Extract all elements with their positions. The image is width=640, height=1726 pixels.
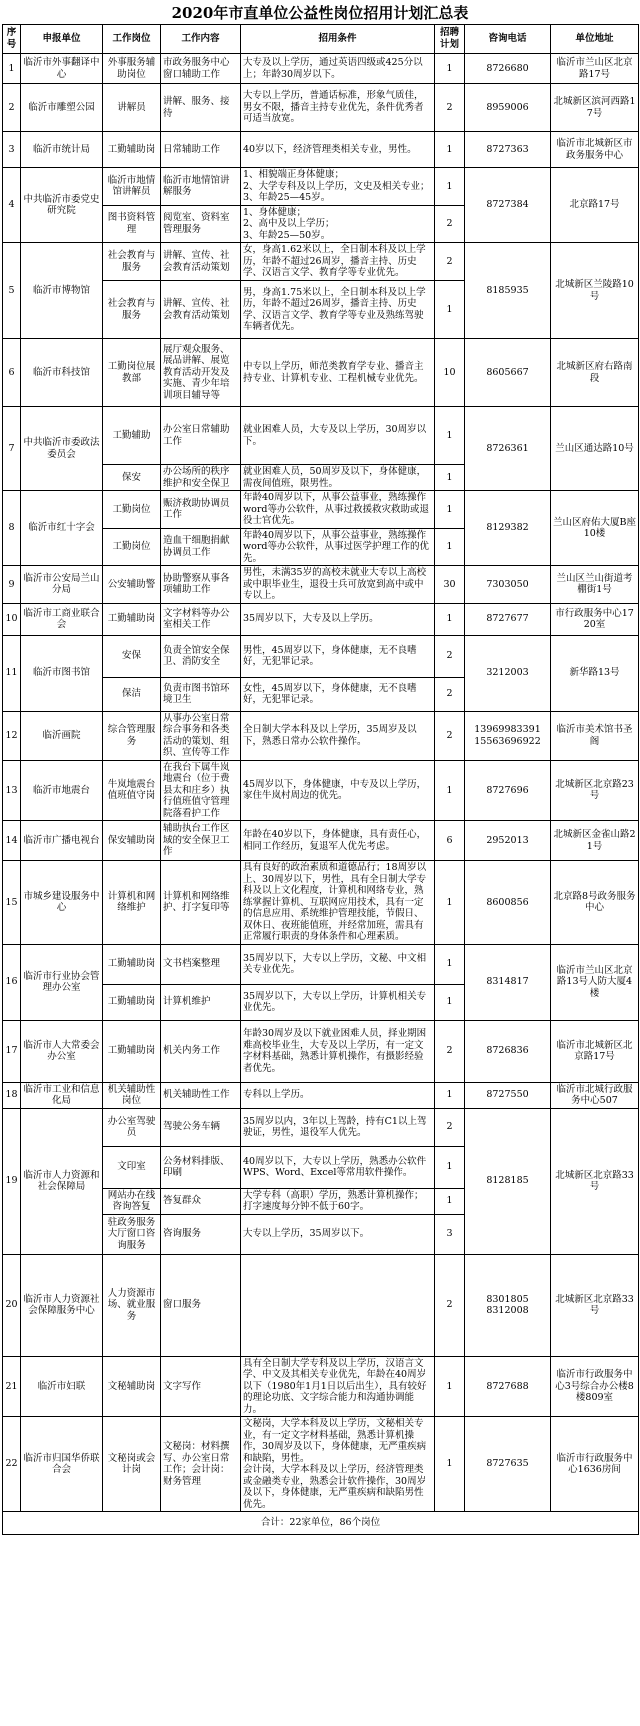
job-conditions: 女，身高1.62米以上，全日制本科及以上学历，年龄不超过26周岁，播音主持、历史学、汉语言文学、教育学等专业优先。: [241, 243, 435, 281]
total-row: [3, 1512, 639, 1535]
job-conditions: 大专及以上学历，通过英语四级或425分以上；年龄30周岁以下。: [241, 54, 435, 84]
job-post: 保安: [103, 465, 161, 491]
unit-name: 临沂市工业和信息化局: [21, 1082, 103, 1108]
hiring-plan: 1: [435, 281, 465, 339]
job-post: 安保: [103, 635, 161, 677]
job-post: 工勤辅助岗: [103, 984, 161, 1020]
job-content: 办公室日常辅助工作: [161, 407, 241, 465]
contact-phone: 8727677: [465, 603, 551, 635]
header-conditions: 招用条件: [241, 25, 435, 54]
header-plan: 招聘计划: [435, 25, 465, 54]
hiring-plan: 1: [435, 1188, 465, 1214]
unit-address: 北城新区滨河西路17号: [551, 84, 639, 132]
hiring-plan: 1: [435, 54, 465, 84]
row-number: 22: [3, 1417, 21, 1512]
job-conditions: 40岁以下，经济管理类相关专业，男性。: [241, 132, 435, 168]
table-row: [3, 1082, 639, 1108]
job-content: 窗口服务: [161, 1254, 241, 1356]
table-row: [3, 1254, 639, 1356]
job-post: 文秘岗或会计岗: [103, 1417, 161, 1512]
table-row: [3, 84, 639, 132]
row-number: 21: [3, 1356, 21, 1417]
unit-name: 临沂市红十字会: [21, 491, 103, 566]
contact-phone: 8727550: [465, 1082, 551, 1108]
job-content: 负责全馆安全保卫、消防安全: [161, 635, 241, 677]
table-body: [3, 54, 639, 1512]
job-content: 辅助执台工作区域的安全保卫工作: [161, 821, 241, 861]
job-conditions: 1、身体健康； 2、高中及以上学历； 3、年龄25—50岁。: [241, 205, 435, 243]
job-content: 赈济救助协调员工作: [161, 491, 241, 529]
hiring-plan: 1: [435, 1082, 465, 1108]
job-conditions: 年龄在40岁以下，身体健康，具有责任心，相同工作经历，复退军人优先考虑。: [241, 821, 435, 861]
table-row: [3, 711, 639, 760]
contact-phone: 8301805 8312008: [465, 1254, 551, 1356]
header-row: [3, 25, 639, 54]
job-post: 公安辅助警: [103, 566, 161, 604]
job-post: 工勤辅助岗: [103, 603, 161, 635]
contact-phone: 8185935: [465, 243, 551, 339]
hiring-plan: 1: [435, 944, 465, 984]
hiring-plan: 2: [435, 205, 465, 243]
hiring-plan: 2: [435, 1020, 465, 1082]
unit-address: 临沂市行政服务中心3号综合办公楼8楼809室: [551, 1356, 639, 1417]
job-content: 造血干细胞捐献协调员工作: [161, 528, 241, 566]
unit-name: 临沂市人力资源社会保障服务中心: [21, 1254, 103, 1356]
job-post: 网站办在线咨询答复: [103, 1188, 161, 1214]
job-content: 讲解、宣传、社会教育活动策划: [161, 243, 241, 281]
row-number: 15: [3, 861, 21, 945]
job-post: 保安辅助岗: [103, 821, 161, 861]
unit-address: 临沂市北城行政服务中心507: [551, 1082, 639, 1108]
recruitment-table: [2, 24, 639, 1535]
job-content: 文秘岗：材料撰写、办公室日常工作；会计岗：财务管理: [161, 1417, 241, 1512]
table-row: [3, 243, 639, 281]
hiring-plan: 1: [435, 1146, 465, 1188]
job-content: 办公场所的秩序维护和安全保卫: [161, 465, 241, 491]
unit-address: 北京路8号政务服务中心: [551, 861, 639, 945]
table-row: [3, 132, 639, 168]
job-conditions: 中专以上学历，师范类教育学专业、播音主持专业、计算机专业、工程机械专业优先。: [241, 339, 435, 407]
contact-phone: 13969983391 15563696922: [465, 711, 551, 760]
unit-name: 临沂市公安局兰山分局: [21, 566, 103, 604]
table-row: [3, 944, 639, 984]
unit-name: 中共临沂市委政法委员会: [21, 407, 103, 491]
job-conditions: 专科以上学历。: [241, 1082, 435, 1108]
job-post: 工勤辅助岗: [103, 132, 161, 168]
table-row: [3, 1356, 639, 1417]
table-row: [3, 821, 639, 861]
hiring-plan: 2: [435, 84, 465, 132]
unit-name: 临沂市归国华侨联合会: [21, 1417, 103, 1512]
unit-address: 兰山区府佑大厦B座10楼: [551, 491, 639, 566]
row-number: 12: [3, 711, 21, 760]
table-row: [3, 491, 639, 529]
unit-address: 临沂市兰山区北京路13号人防大厦4楼: [551, 944, 639, 1020]
contact-phone: 2952013: [465, 821, 551, 861]
table-row: [3, 760, 639, 821]
table-row: [3, 566, 639, 604]
job-conditions: 35周岁以下，大专以上学历，文秘、中文相关专业优先。: [241, 944, 435, 984]
hiring-plan: 2: [435, 243, 465, 281]
job-conditions: 年龄40周岁以下，从事公益事业，熟练操作word等办公软件，从事过医学护理工作的优先。: [241, 528, 435, 566]
job-conditions: 就业困难人员，50周岁及以下，身体健康，需夜间值班，限男性。: [241, 465, 435, 491]
job-conditions: 就业困难人员，大专及以上学历，30周岁以下。: [241, 407, 435, 465]
hiring-plan: 6: [435, 821, 465, 861]
job-conditions: 男性，45周岁以下，身体健康，无不良嗜好，无犯罪记录。: [241, 635, 435, 677]
job-conditions: 40周岁以下，大专以上学历，熟悉办公软件WPS、Word、Excel等常用软件操作。: [241, 1146, 435, 1188]
table-row: [3, 168, 639, 206]
hiring-plan: 1: [435, 1417, 465, 1512]
unit-name: 临沂市科技馆: [21, 339, 103, 407]
job-conditions: 具有良好的政治素质和道德品行；18周岁以上、30周岁以下，男性，具有全日制大学专科及以上文化程度，计算机和网络专业，熟练掌握计算机、互联网应用技术，具有一定的信息应用、系统维护管理技能，节假日、双休日、夜班能值班，并经常加班，需具有正常履行职责的身体条件和心理素质。: [241, 861, 435, 945]
contact-phone: 3212003: [465, 635, 551, 711]
contact-phone: 8726836: [465, 1020, 551, 1082]
unit-address: 临沂市北城新区北京路17号: [551, 1020, 639, 1082]
unit-address: 兰山区兰山街道考棚街1号: [551, 566, 639, 604]
table-row: [3, 1417, 639, 1512]
header-address: 单位地址: [551, 25, 639, 54]
job-conditions: [241, 1254, 435, 1356]
unit-name: 临沂市图书馆: [21, 635, 103, 711]
contact-phone: 8727696: [465, 760, 551, 821]
header-unit: 申报单位: [21, 25, 103, 54]
hiring-plan: 1: [435, 465, 465, 491]
contact-phone: 8129382: [465, 491, 551, 566]
job-content: 讲解、服务、接待: [161, 84, 241, 132]
contact-phone: 8726680: [465, 54, 551, 84]
row-number: 17: [3, 1020, 21, 1082]
total-summary: 合计：22家单位，86个岗位: [3, 1512, 639, 1535]
job-conditions: 年龄30周岁及以下就业困难人员，择业期困难高校毕业生，大专及以上学历，有一定文字材料基础，熟悉计算机操作，有摄影经验者优先。: [241, 1020, 435, 1082]
contact-phone: 8726361: [465, 407, 551, 491]
row-number: 20: [3, 1254, 21, 1356]
row-number: 2: [3, 84, 21, 132]
job-content: 临沂市地情馆讲解服务: [161, 168, 241, 206]
job-content: 公务材料排版、印刷: [161, 1146, 241, 1188]
hiring-plan: 30: [435, 566, 465, 604]
job-content: 日常辅助工作: [161, 132, 241, 168]
row-number: 7: [3, 407, 21, 491]
job-conditions: 35周岁以下，大专以上学历，计算机相关专业优先。: [241, 984, 435, 1020]
contact-phone: 8727635: [465, 1417, 551, 1512]
job-content: 文字材料等办公室相关工作: [161, 603, 241, 635]
unit-name: 临沂市雕塑公园: [21, 84, 103, 132]
unit-address: 北城新区北京路23号: [551, 760, 639, 821]
hiring-plan: 2: [435, 677, 465, 711]
job-conditions: 全日制大学本科及以上学历，35周岁及以下，熟悉日常办公软件操作。: [241, 711, 435, 760]
hiring-plan: 1: [435, 760, 465, 821]
job-conditions: 35周岁以下，大专及以上学历。: [241, 603, 435, 635]
contact-phone: 8727384: [465, 168, 551, 243]
job-content: 文书档案整理: [161, 944, 241, 984]
row-number: 13: [3, 760, 21, 821]
row-number: 1: [3, 54, 21, 84]
job-post: 文印室: [103, 1146, 161, 1188]
header-content: 工作内容: [161, 25, 241, 54]
hiring-plan: 1: [435, 603, 465, 635]
job-conditions: 45周岁以下，身体健康，中专及以上学历，家住牛岚村周边的优先。: [241, 760, 435, 821]
job-conditions: 女性，45周岁以下，身体健康，无不良嗜好，无犯罪记录。: [241, 677, 435, 711]
unit-address: 临沂市北城新区市政务服务中心: [551, 132, 639, 168]
row-number: 10: [3, 603, 21, 635]
job-conditions: 大专以上学历，普通话标准，形象气质佳，男女不限，播音主持专业优先，条件优秀者可适当放宽。: [241, 84, 435, 132]
job-post: 综合管理服务: [103, 711, 161, 760]
job-post: 工勤岗位: [103, 528, 161, 566]
header-phone: 咨询电话: [465, 25, 551, 54]
page-title: 2020年市直单位公益性岗位招用计划汇总表: [171, 4, 469, 22]
unit-name: 临沂市广播电视台: [21, 821, 103, 861]
hiring-plan: 2: [435, 635, 465, 677]
hiring-plan: 1: [435, 861, 465, 945]
job-conditions: 文秘岗，大学本科及以上学历，文秘相关专业，有一定文字材料基础，熟悉计算机操作，30周岁及以下，身体健康，无严重疾病和缺陷，男性。 会计岗，大学本科及以上学历，经济管理类或金融类专业，熟悉会计软件操作，30周岁及以下，身体健康，无严重疾病和缺陷男性优先。: [241, 1417, 435, 1512]
table-row: [3, 1020, 639, 1082]
job-content: 在我台下属牛岚地震台（位于费县太和庄乡）执行值班值守管理院落看护工作: [161, 760, 241, 821]
unit-address: 北城新区兰陵路10号: [551, 243, 639, 339]
job-post: 社会教育与服务: [103, 281, 161, 339]
row-number: 6: [3, 339, 21, 407]
unit-name: 临沂市外事翻译中心: [21, 54, 103, 84]
job-post: 驻政务服务大厅窗口咨询服务: [103, 1214, 161, 1254]
job-post: 保洁: [103, 677, 161, 711]
row-number: 18: [3, 1082, 21, 1108]
job-content: 驾驶公务车辆: [161, 1108, 241, 1146]
row-number: 8: [3, 491, 21, 566]
table-row: [3, 407, 639, 465]
job-conditions: 男性，未满35岁的高校未就业大专以上高校或中职毕业生，退役士兵可放宽到高中或中专以上。: [241, 566, 435, 604]
job-post: 工勤岗位展教部: [103, 339, 161, 407]
unit-name: 临沂画院: [21, 711, 103, 760]
contact-phone: 7303050: [465, 566, 551, 604]
hiring-plan: 2: [435, 1108, 465, 1146]
hiring-plan: 2: [435, 711, 465, 760]
unit-address: 市行政服务中心1720室: [551, 603, 639, 635]
row-number: 14: [3, 821, 21, 861]
unit-address: 临沂市行政服务中心1636房间: [551, 1417, 639, 1512]
header-post: 工作岗位: [103, 25, 161, 54]
table-row: [3, 1108, 639, 1146]
row-number: 19: [3, 1108, 21, 1254]
unit-address: 北城新区金雀山路21号: [551, 821, 639, 861]
unit-address: 临沂市美术馆书圣阁: [551, 711, 639, 760]
unit-address: 兰山区通达路10号: [551, 407, 639, 491]
contact-phone: 8600856: [465, 861, 551, 945]
job-post: 牛岚地震台值班值守岗: [103, 760, 161, 821]
job-post: 办公室驾驶员: [103, 1108, 161, 1146]
contact-phone: 8727363: [465, 132, 551, 168]
hiring-plan: 1: [435, 984, 465, 1020]
unit-name: 市城乡建设服务中心: [21, 861, 103, 945]
job-content: 展厅观众服务、展品讲解、展览教育活动开发及实施、青少年培训项目辅导等: [161, 339, 241, 407]
unit-address: 北城新区北京路33号: [551, 1254, 639, 1356]
job-content: 答复群众: [161, 1188, 241, 1214]
row-number: 16: [3, 944, 21, 1020]
row-number: 4: [3, 168, 21, 243]
table-row: [3, 54, 639, 84]
contact-phone: 8314817: [465, 944, 551, 1020]
unit-address: 临沂市兰山区北京路17号: [551, 54, 639, 84]
job-content: 负责市图书馆环境卫生: [161, 677, 241, 711]
job-content: 讲解、宣传、社会教育活动策划: [161, 281, 241, 339]
row-number: 3: [3, 132, 21, 168]
table-row: [3, 339, 639, 407]
job-content: 阅览室、资料室管理服务: [161, 205, 241, 243]
unit-address: 新华路13号: [551, 635, 639, 711]
unit-name: 临沂市行业协会管理办公室: [21, 944, 103, 1020]
job-post: 临沂市地情馆讲解员: [103, 168, 161, 206]
job-content: 文字写作: [161, 1356, 241, 1417]
hiring-plan: 1: [435, 132, 465, 168]
job-content: 计算机维护: [161, 984, 241, 1020]
unit-name: 临沂市统计局: [21, 132, 103, 168]
contact-phone: 8128185: [465, 1108, 551, 1254]
unit-name: 临沂市地震台: [21, 760, 103, 821]
job-content: 咨询服务: [161, 1214, 241, 1254]
unit-name: 临沂市人大常委会办公室: [21, 1020, 103, 1082]
job-post: 工勤辅助岗: [103, 1020, 161, 1082]
table-row: [3, 861, 639, 945]
row-number: 5: [3, 243, 21, 339]
row-number: 9: [3, 566, 21, 604]
hiring-plan: 1: [435, 528, 465, 566]
job-conditions: 男，身高1.75米以上，全日制本科及以上学历，年龄不超过26周岁，播音主持、历史学、汉语言文学、教育学等专业及熟练驾驶车辆者优先。: [241, 281, 435, 339]
unit-address: 北京路17号: [551, 168, 639, 243]
unit-name: 临沂市博物馆: [21, 243, 103, 339]
table-row: [3, 635, 639, 677]
job-content: 协助警察从事各项辅助工作: [161, 566, 241, 604]
job-conditions: 年龄40周岁以下，从事公益事业，熟练操作word等办公软件，从事过救援救灾救助或退役士官优先。: [241, 491, 435, 529]
job-conditions: 具有全日制大学专科及以上学历，汉语言文学、中文及其相关专业优先，年龄在40周岁以下（1980年1月1日以后出生），具有较好的理论功底、文字综合能力和沟通协调能力。: [241, 1356, 435, 1417]
hiring-plan: 2: [435, 1254, 465, 1356]
row-number: 11: [3, 635, 21, 711]
job-post: 图书资料管理: [103, 205, 161, 243]
job-content: 从事办公室日常综合事务和各类活动的策划、组织、宣传等工作: [161, 711, 241, 760]
table-row: [3, 603, 639, 635]
job-post: 计算机和网络维护: [103, 861, 161, 945]
hiring-plan: 1: [435, 491, 465, 529]
unit-address: 北城新区北京路33号: [551, 1108, 639, 1254]
job-conditions: 大专以上学历，35周岁以下。: [241, 1214, 435, 1254]
unit-name: 临沂市人力资源和社会保障局: [21, 1108, 103, 1254]
job-content: 机关内务工作: [161, 1020, 241, 1082]
job-post: 机关辅助性岗位: [103, 1082, 161, 1108]
job-post: 文秘辅助岗: [103, 1356, 161, 1417]
contact-phone: 8605667: [465, 339, 551, 407]
job-post: 人力资源市场、就业服务: [103, 1254, 161, 1356]
hiring-plan: 1: [435, 407, 465, 465]
job-post: 工勤辅助: [103, 407, 161, 465]
unit-name: 临沂市妇联: [21, 1356, 103, 1417]
job-content: 市政务服务中心窗口辅助工作: [161, 54, 241, 84]
contact-phone: 8959006: [465, 84, 551, 132]
job-content: 机关辅助性工作: [161, 1082, 241, 1108]
job-content: 计算机和网络维护、打字复印等: [161, 861, 241, 945]
unit-name: 临沂市工商业联合会: [21, 603, 103, 635]
contact-phone: 8727688: [465, 1356, 551, 1417]
job-conditions: 35周岁以内，3年以上驾龄，持有C1以上驾驶证，男性，退役军人优先。: [241, 1108, 435, 1146]
job-conditions: 大学专科（高职）学历，熟悉计算机操作；打字速度每分钟不低于60字。: [241, 1188, 435, 1214]
unit-address: 北城新区府右路南段: [551, 339, 639, 407]
job-post: 讲解员: [103, 84, 161, 132]
hiring-plan: 1: [435, 168, 465, 206]
hiring-plan: 3: [435, 1214, 465, 1254]
unit-name: 中共临沂市委党史研究院: [21, 168, 103, 243]
hiring-plan: 10: [435, 339, 465, 407]
job-post: 外事服务辅助岗位: [103, 54, 161, 84]
job-post: 工勤岗位: [103, 491, 161, 529]
hiring-plan: 1: [435, 1356, 465, 1417]
job-post: 工勤辅助岗: [103, 944, 161, 984]
header-no: 序号: [3, 25, 21, 54]
job-post: 社会教育与服务: [103, 243, 161, 281]
job-conditions: 1、相貌端正身体健康； 2、大学专科及以上学历，文史及相关专业； 3、年龄25—45岁。: [241, 168, 435, 206]
